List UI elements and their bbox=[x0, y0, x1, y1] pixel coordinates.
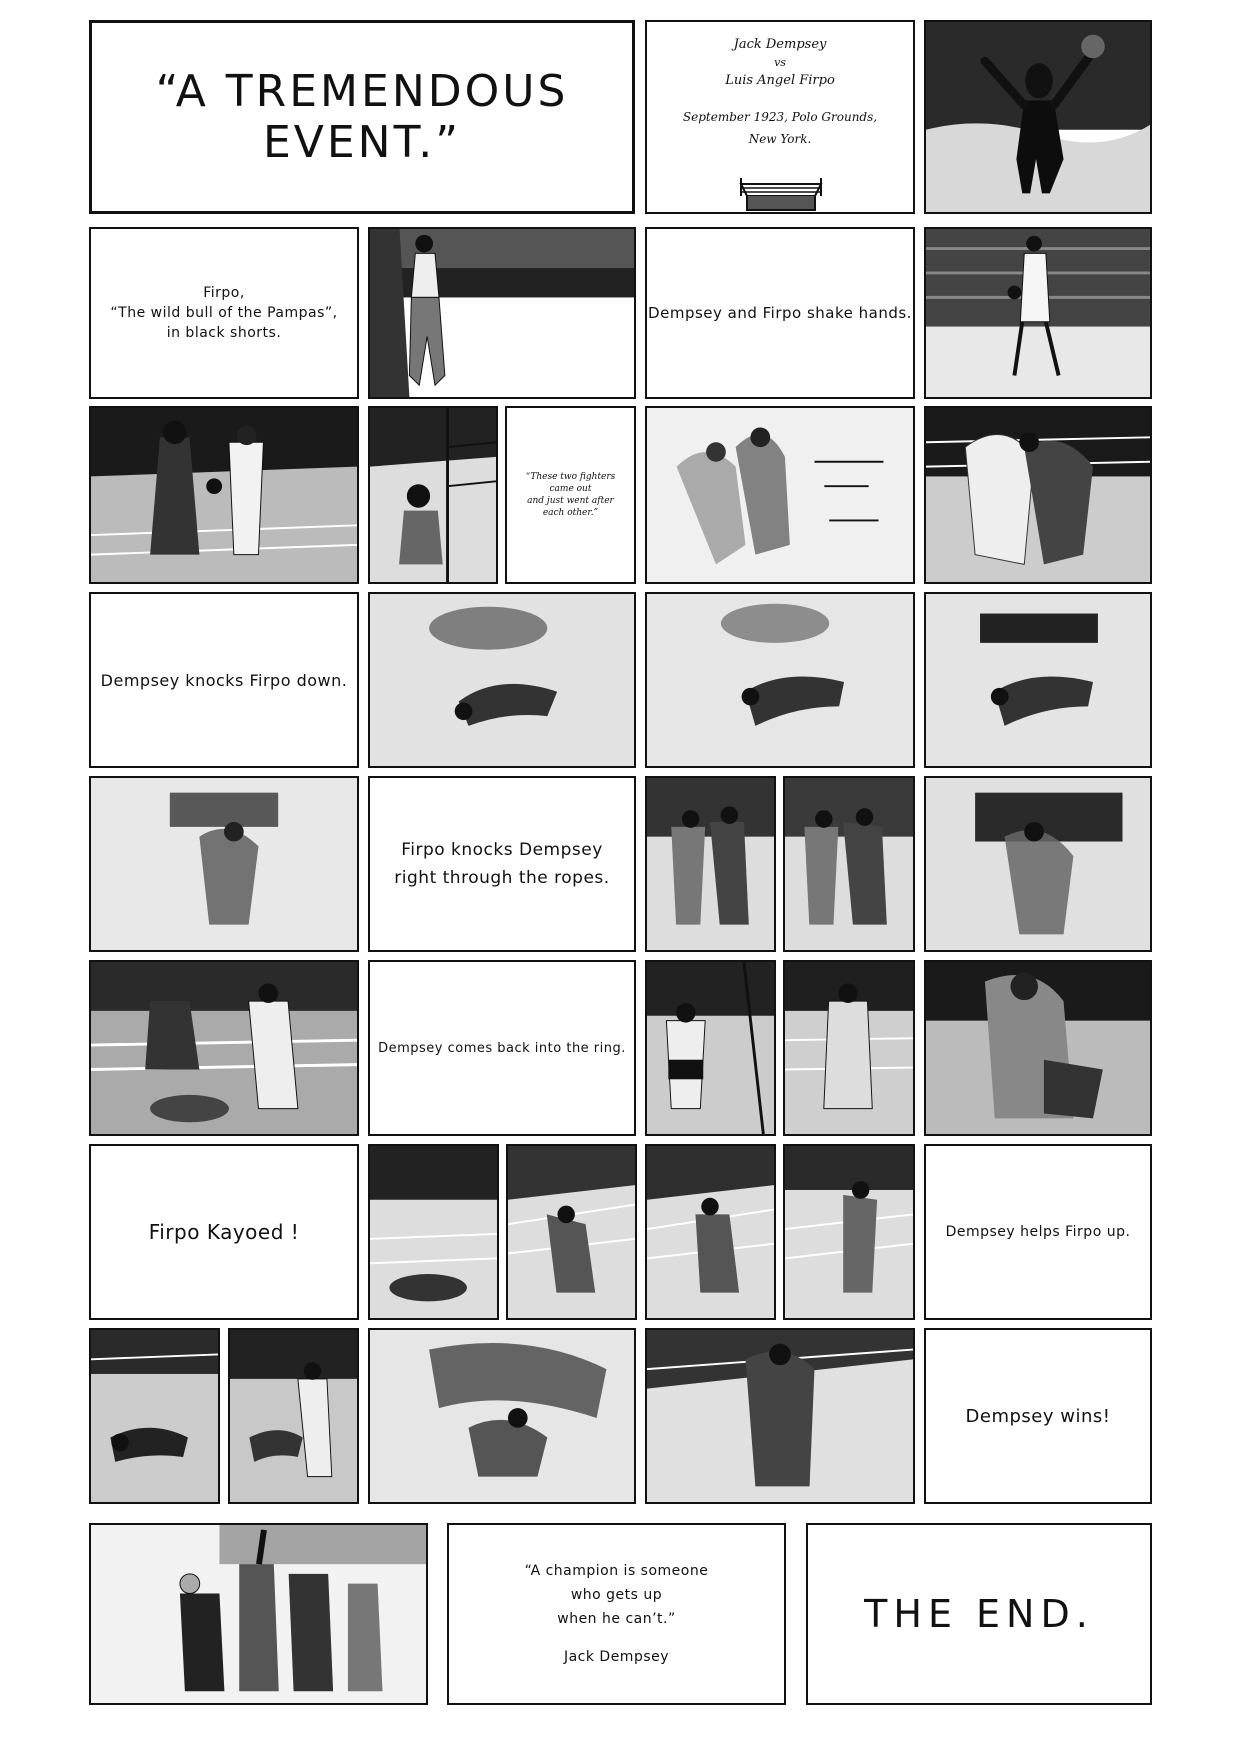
helps-up-text: Dempsey helps Firpo up. bbox=[945, 1224, 1131, 1240]
kayo-drawing-3 bbox=[645, 1144, 776, 1320]
quote-fighters-line3: each other.” bbox=[542, 508, 599, 518]
champion-quote-line3: when he can’t.” bbox=[557, 1611, 676, 1627]
through-ropes-line1: Firpo knocks Dempsey bbox=[401, 840, 603, 860]
shake-hands-panel bbox=[645, 227, 915, 399]
city: New York. bbox=[748, 132, 812, 146]
help-up-drawing-1 bbox=[89, 1328, 220, 1504]
through-ropes-panel bbox=[368, 776, 636, 952]
firpo-intro-line2: “The wild bull of the Pampas”, bbox=[110, 305, 338, 321]
punch-drawing-2 bbox=[783, 776, 915, 952]
firpo-intro-line1: Firpo, bbox=[203, 285, 245, 301]
help-up-drawing-3 bbox=[368, 1328, 636, 1504]
kayo-drawing-1 bbox=[368, 1144, 499, 1320]
knock-down-panel bbox=[89, 592, 359, 768]
fighters-charge-drawing bbox=[645, 406, 915, 584]
firpo-standing-drawing bbox=[368, 227, 636, 399]
champion-quote-panel bbox=[447, 1523, 786, 1705]
kayo-drawing-2 bbox=[506, 1144, 637, 1320]
close-fight-drawing bbox=[924, 960, 1152, 1136]
victory-drawing bbox=[89, 1523, 428, 1705]
firpo-down-drawing-2 bbox=[645, 592, 915, 768]
knock-down-text: Dempsey knocks Firpo down. bbox=[100, 670, 348, 690]
wins-text: Dempsey wins! bbox=[965, 1405, 1111, 1427]
quote-fighters-line1: “These two fighters came out bbox=[525, 472, 616, 494]
the-end-text: THE END. bbox=[864, 1592, 1094, 1636]
quote-fighters-panel bbox=[505, 406, 636, 584]
boxing-ring-icon bbox=[735, 174, 827, 214]
vs-label: vs bbox=[774, 56, 786, 69]
champion-quote-line2: who gets up bbox=[570, 1587, 663, 1603]
through-ropes-line2: right through the ropes. bbox=[394, 868, 610, 888]
champion-quote-author: Jack Dempsey bbox=[563, 1649, 670, 1665]
kayoed-panel bbox=[89, 1144, 359, 1320]
firpo-down-drawing-1 bbox=[368, 592, 636, 768]
the-end-panel bbox=[806, 1523, 1152, 1705]
help-up-drawing-4 bbox=[645, 1328, 915, 1504]
firpo-rises-drawing bbox=[89, 776, 359, 952]
announcer-drawing bbox=[924, 20, 1152, 214]
helps-up-panel bbox=[924, 1144, 1152, 1320]
handshake-drawing bbox=[89, 406, 359, 584]
ropes-fall-drawing bbox=[89, 960, 359, 1136]
title-panel bbox=[89, 20, 635, 214]
return-drawing-1 bbox=[645, 960, 776, 1136]
fighter2-name: Luis Angel Firpo bbox=[725, 73, 835, 88]
quote-fighters-line2: and just went after bbox=[527, 496, 614, 506]
champion-quote-line1: “A champion is someone bbox=[524, 1563, 709, 1579]
help-up-drawing-2 bbox=[228, 1328, 359, 1504]
clinch-drawing bbox=[924, 406, 1152, 584]
title-text: “A TREMENDOUS EVENT.” bbox=[155, 66, 569, 168]
return-drawing-2 bbox=[783, 960, 915, 1136]
dempsey-walking-drawing bbox=[924, 227, 1152, 399]
punch-drawing-1 bbox=[645, 776, 776, 952]
fighter1-name: Jack Dempsey bbox=[733, 37, 827, 52]
firpo-down-drawing-3 bbox=[924, 592, 1152, 768]
kayoed-text: Firpo Kayoed ! bbox=[148, 1220, 300, 1244]
comes-back-text: Dempsey comes back into the ring. bbox=[378, 1040, 626, 1056]
firpo-intro-panel bbox=[89, 227, 359, 399]
shake-hands-text: Dempsey and Firpo shake hands. bbox=[648, 304, 912, 322]
comes-back-panel bbox=[368, 960, 636, 1136]
firpo-intro-line3: in black shorts. bbox=[166, 325, 282, 341]
wins-panel bbox=[924, 1328, 1152, 1504]
corner-drawing bbox=[368, 406, 498, 584]
matchup-panel bbox=[645, 20, 915, 214]
dempsey-falls-drawing bbox=[924, 776, 1152, 952]
kayo-drawing-4 bbox=[783, 1144, 915, 1320]
date-place: September 1923, Polo Grounds, bbox=[682, 110, 878, 124]
